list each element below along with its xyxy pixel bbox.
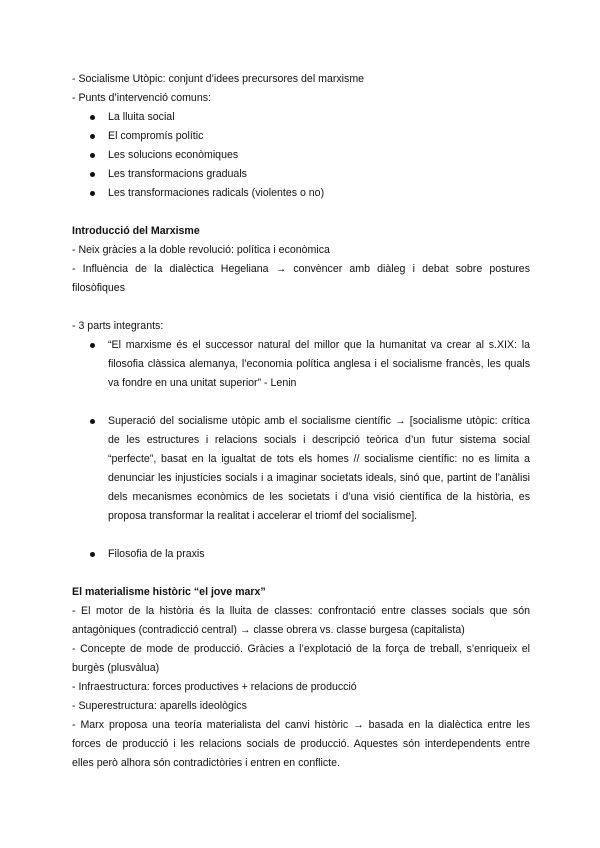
materialisme-line-motor: - El motor de la història és la lluita de classes: confrontació entre classes socials que són antagòniques (contradicció central) → classe obrera vs. classe burgesa (capitalista) — [72, 605, 530, 636]
marxisme-line-neix: - Neix gràcies a la doble revolució: política i econòmica — [72, 244, 330, 256]
list-item: Les transformaciones radicals (violentes o no) — [72, 184, 530, 203]
marxisme-line-influencia: - Influència de la dialèctica Hegeliana → convèncer amb diàleg i debat sobre postures filosòfiques — [72, 263, 530, 294]
list-item: “El marxisme és el successor natural del millor que la humanitat va crear al s.XIX: la filosofia clàssica alemanya, l’economia política anglesa i el socialisme francès, les quals va fondre en una unitat superior” - Lenin — [72, 336, 530, 393]
list-item: El compromís polític — [72, 127, 530, 146]
intro-line-punts: - Punts d’intervenció comuns: — [72, 92, 211, 104]
common-points-list — [72, 108, 530, 203]
section-heading-materialisme: El materialisme històric “el jove marx” — [72, 586, 266, 598]
materialisme-line-super: - Superestructura: aparells ideològics — [72, 700, 247, 712]
list-item: Les solucions econòmiques — [72, 146, 530, 165]
marxisme-parts-label: - 3 parts integrants: — [72, 320, 164, 332]
materialisme-line-mode: - Concepte de mode de producció. Gràcies a l’explotació de la força de treball, s’enriqueix el burgès (plusvàlua) — [72, 643, 530, 674]
intro-line-socialisme: - Socialisme Utòpic: conjunt d’idees precursores del marxisme — [72, 73, 365, 85]
materialisme-line-marx: - Marx proposa una teoría materialista del canvi històric → basada en la dialèctica entre les forces de producció i les relacions socials de producció. Aquestes són interdependents entre elles però alhora són contradictòries i entren en conflicte. — [72, 719, 530, 769]
document-page — [72, 70, 530, 773]
list-item: Superació del socialisme utòpic amb el socialisme científic → [socialisme utòpic: crítica de les estructures i relacions socials i descripció teòrica d’un futur sistema social “perfecte”, basat en la igualtat de tots els homes // socialisme científic: no es limita a denunciar les injustícies socials i a imaginar societats ideals, sinó que, partint de l’anàlisi dels mecanismes econòmics de les societats i d’una visió científica de la història, es proposa transformar la realitat i accelerar el triomf del socialisme]. — [72, 412, 530, 526]
list-item: Filosofia de la praxis — [72, 545, 530, 564]
materialisme-line-infra: - Infraestructura: forces productives + relacions de producció — [72, 681, 357, 693]
section-heading-marxisme: Introducció del Marxisme — [72, 225, 200, 237]
list-item: La lluita social — [72, 108, 530, 127]
integral-parts-list — [72, 336, 530, 564]
list-item: Les transformacions graduals — [72, 165, 530, 184]
